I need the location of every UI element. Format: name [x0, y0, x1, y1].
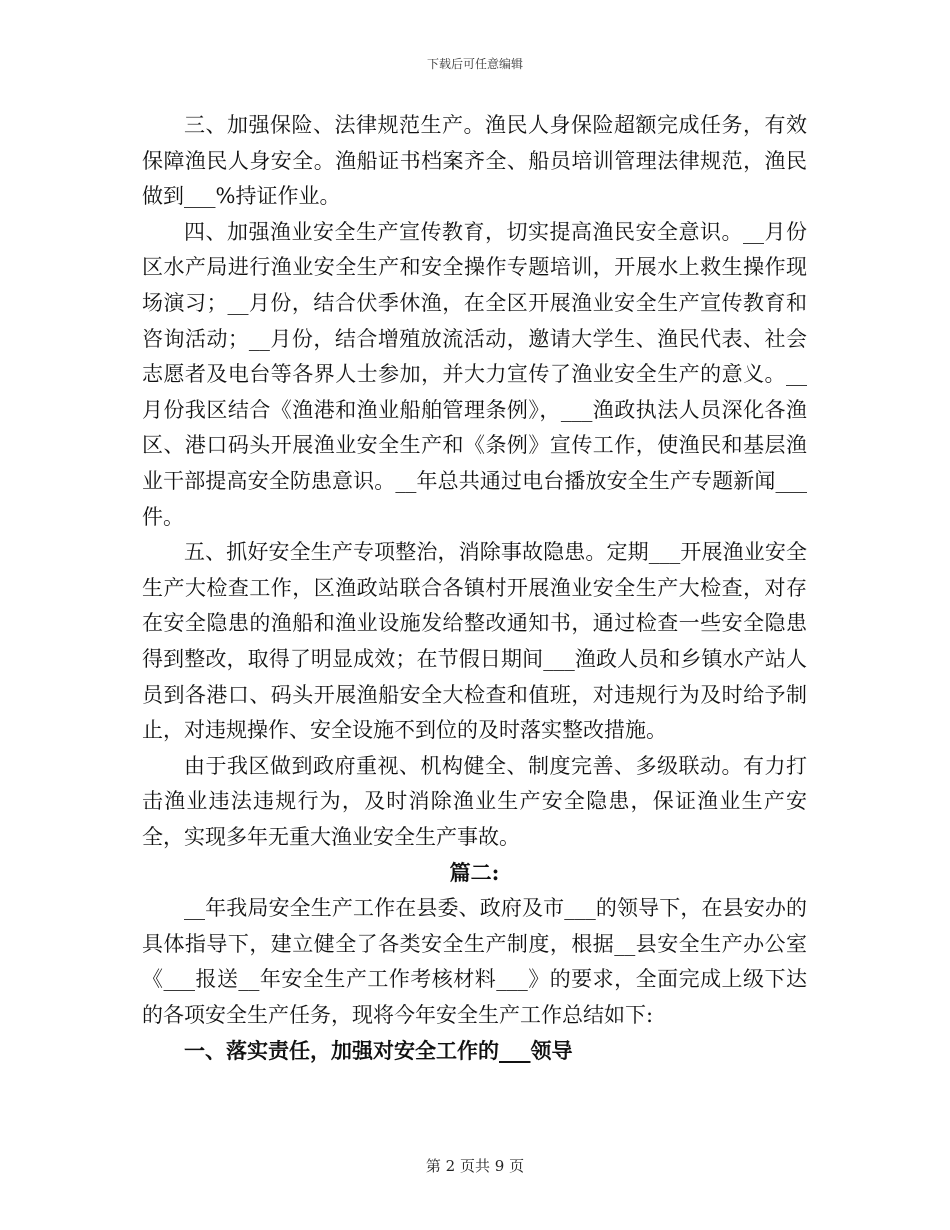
- paragraph-education: 四、加强渔业安全生产宣传教育，切实提高渔民安全意识。__月份区水产局进行渔业安全生产和安全操作专题培训，开展水上救生操作现场演习；__月份，结合伏季休渔，在全区开展渔业安全生产宣传教育和咨询活动；__月份，结合增殖放流活动，邀请大学生、渔民代表、社会志愿者及电台等各界人士参加，并大力宣传了渔业安全生产的意义。__月份我区结合《渔港和渔业船舶管理条例》，___渔政执法人员深化各渔区、港口码头开展渔业安全生产和《条例》宣传工作，使渔民和基层渔业干部提高安全防患意识。__年总共通过电台播放安全生产专题新闻___件。: [142, 219, 807, 529]
- section-intro-paragraph: __年我局安全生产工作在县委、政府及市___的领导下，在县安办的具体指导下，建立健全了各类安全生产制度，根据__县安全生产办公室《___报送__年安全生产工作考核材料___》的要求，全面完成上级下达的各项安全生产任务，现将今年安全生产工作总结如下:: [142, 896, 807, 1027]
- document-body: [142, 108, 807, 1069]
- section-title: 篇二:: [449, 860, 500, 886]
- page-header-note: 下载后可任意编辑: [426, 57, 523, 71]
- sub-heading: 一、落实责任，加强对安全工作的___领导: [184, 1038, 573, 1064]
- page-number: 第 2 页共 9 页: [425, 1157, 525, 1175]
- paragraph-inspection: 五、抓好安全生产专项整治，消除事故隐患。定期___开展渔业安全生产大检查工作，区渔政站联合各镇村开展渔业安全生产大检查，对存在安全隐患的渔船和渔业设施发给整改通知书，通过检查一些安全隐患得到整改，取得了明显成效；在节假日期间___渔政人员和乡镇水产站人员到各港口、码头开展渔船安全大检查和值班，对违规行为及时给予制止，对违规操作、安全设施不到位的及时落实整改措施。: [142, 540, 807, 743]
- paragraph-insurance: 三、加强保险、法律规范生产。渔民人身保险超额完成任务，有效保障渔民人身安全。渔船证书档案齐全、船员培训管理法律规范，渔民做到___%持证作业。: [142, 113, 807, 209]
- paragraph-conclusion: 由于我区做到政府重视、机构健全、制度完善、多级联动。有力打击渔业违法违规行为，及时消除渔业生产安全隐患，保证渔业生产安全，实现多年无重大渔业安全生产事故。: [142, 753, 807, 849]
